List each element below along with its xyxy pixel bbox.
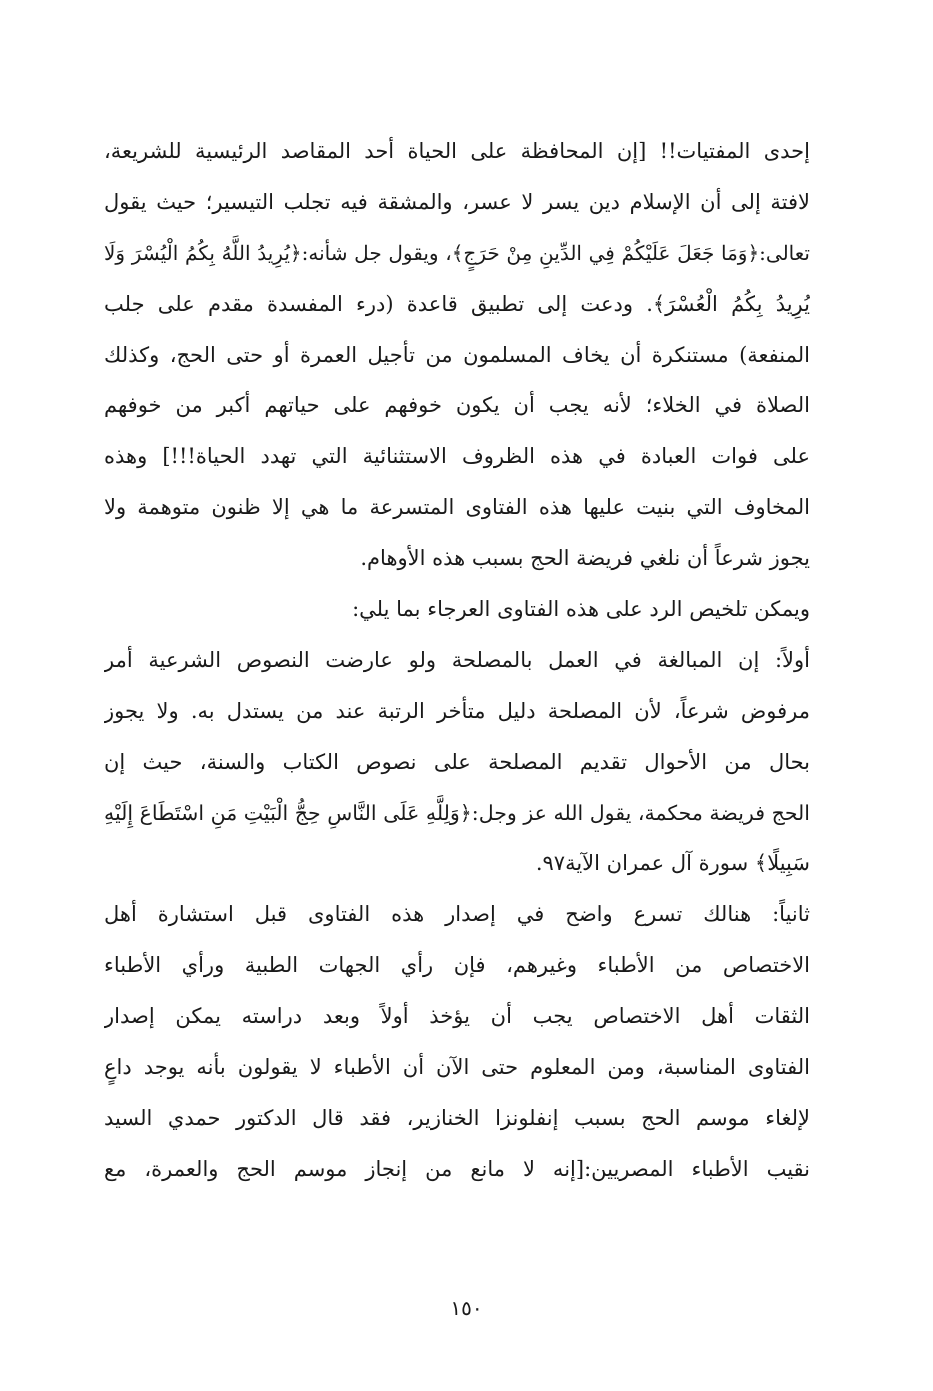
text-line: لإلغاء موسم الحج بسبب إنفلونزا الخنازير، فقد قال الدكتور حمدي السيد [104,1105,810,1130]
text-line: يُرِيدُ بِكُمُ الْعُسْرَ﴾. ودعت إلى تطبيق قاعدة (درء المفسدة مقدم على جلب [104,291,810,316]
body-text [104,126,810,1195]
page-number: ١٥٠ [450,1296,483,1320]
text-line: الثقات أهل الاختصاص يجب أن يؤخذ أولاً وبعد دراسته يمكن إصدار [104,1004,810,1029]
text-line: نقيب الأطباء المصريين:[إنه لا مانع من إنجاز موسم الحج والعمرة، مع [104,1156,810,1181]
text-line: مرفوض شرعاً، لأن المصلحة دليل متأخر الرتبة عند من يستدل به. ولا يجوز [104,698,810,723]
text-line: يجوز شرعاً أن نلغي فريضة الحج بسبب هذه الأوهام. [360,546,810,571]
text-line: إحدى المفتيات!! [إن المحافظة على الحياة أحد المقاصد الرئيسية للشريعة، [104,139,810,163]
text-line: على فوات العبادة في هذه الظروف الاستثنائية التي تهدد الحياة!!!] وهذه [104,444,810,469]
text-line: سَبِيلًا﴾ سورة آل عمران الآية٩٧. [535,851,810,876]
text-line: الاختصاص من الأطباء وغيرهم، فإن رأي الجهات الطبية ورأي الأطباء [104,953,810,978]
text-line: المخاوف التي بنيت عليها هذه الفتاوى المتسرعة ما هي إلا ظنون متوهمة ولا [104,495,810,520]
text-line: المنفعة) مستنكرة أن يخاف المسلمون من تأجيل العمرة أو حتى الحج، وكذلك [104,342,810,367]
text-line: الحج فريضة محكمة، يقول الله عز وجل:﴿وَلِلَّهِ عَلَى النَّاسِ حِجُّ الْبَيْتِ مَنِ اسْتَطَاعَ إِلَيْهِ [104,800,810,825]
text-line: ويمكن تلخيص الرد على هذه الفتاوى العرجاء بما يلي: [352,597,810,622]
text-line: بحال من الأحوال تقديم المصلحة على نصوص الكتاب والسنة، حيث إن [104,749,810,774]
text-line: الفتاوى المناسبة، ومن المعلوم حتى الآن أن الأطباء لا يقولون بأنه يوجد داعٍ [104,1055,810,1080]
text-line: أولاً: إن المبالغة في العمل بالمصلحة ولو عارضت النصوص الشرعية أمر [104,647,810,672]
text-line: الصلاة في الخلاء؛ لأنه يجب أن يكون خوفهم على حياتهم أكبر من خوفهم [104,393,810,418]
text-line: ثانياً: هنالك تسرع واضح في إصدار هذه الفتاوى قبل استشارة أهل [104,902,810,927]
text-line: تعالى:﴿وَمَا جَعَلَ عَلَيْكُمْ فِي الدِّينِ مِنْ حَرَجٍ﴾، ويقول جل شأنه:﴿يُرِيدُ اللَّهُ بِكُمُ الْيُسْرَ وَلَا [104,240,810,265]
text-line: لافتة إلى أن الإسلام دين يسر لا عسر، والمشقة فيه تجلب التيسير؛ حيث يقول [104,189,810,214]
